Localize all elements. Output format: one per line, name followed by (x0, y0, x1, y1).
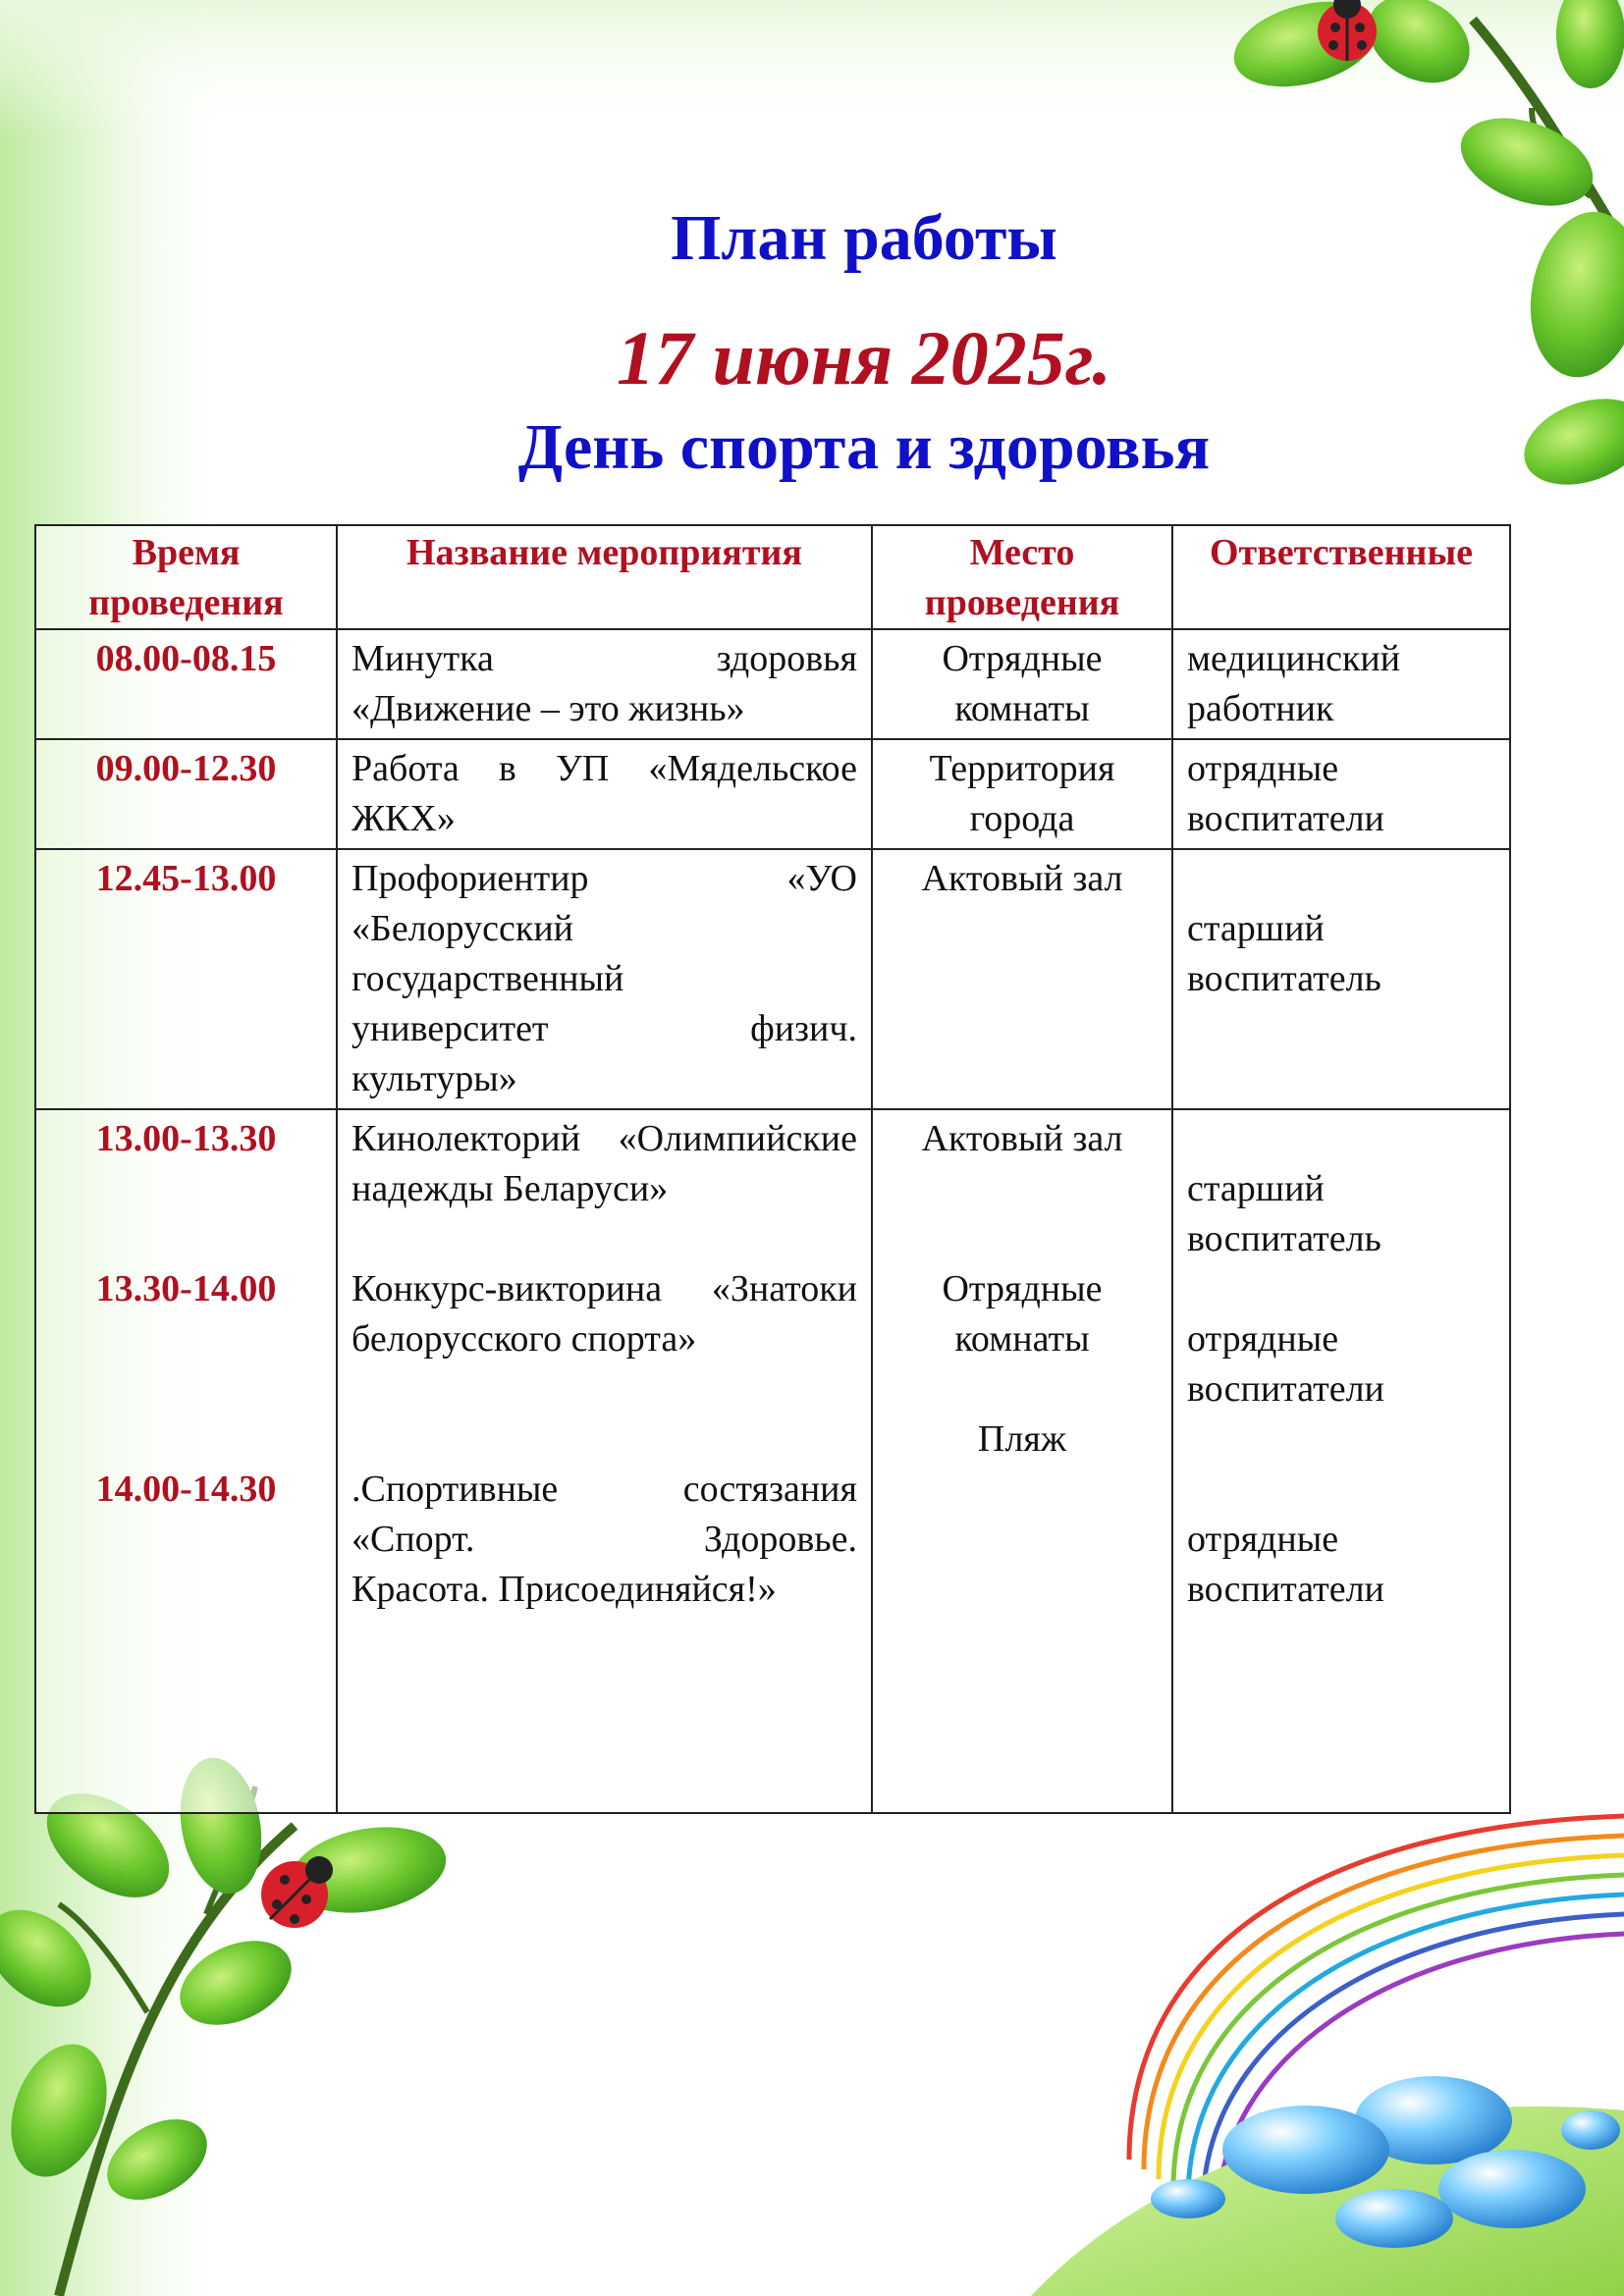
place-value: Актовый зал (921, 1118, 1123, 1159)
plan-date: 17 июня 2025г. (616, 315, 1112, 400)
plan-subtitle: День спорта и здоровья (517, 411, 1211, 483)
row-place: Территория города (872, 739, 1172, 849)
column-header-time: Время проведения (35, 525, 337, 629)
row-responsible (1172, 1109, 1510, 1813)
schedule-table (34, 524, 1511, 1814)
event-name-part: состязания (682, 1468, 857, 1510)
event-name-part: Конкурс-викторина «Знатоки белорусского спорта» (352, 1268, 857, 1360)
row-event-name (337, 849, 872, 1109)
row-place: Отрядные комнаты (872, 629, 1172, 739)
row-responsible (1172, 849, 1510, 1109)
row-responsible: медицинский работник (1172, 629, 1510, 739)
row-responsible: отрядные воспитатели (1172, 739, 1510, 849)
responsible-text: старший воспитатель (1187, 908, 1381, 999)
event-name-part: .Спортивные (352, 1468, 559, 1510)
responsible-text: отрядные воспитатели (1187, 1519, 1384, 1610)
row-time: 08.00-08.15 (35, 629, 337, 739)
event-name-part: «Белорусский (352, 908, 574, 949)
row-event-name: Работа в УП «Мядельское ЖКХ» (337, 739, 872, 849)
row-time (35, 1109, 337, 1813)
column-header-place: Место проведения (872, 525, 1172, 629)
event-name-part: культуры» (352, 1058, 517, 1099)
time-value: 13.00-13.30 (95, 1118, 277, 1159)
page-title: План работы (671, 202, 1057, 274)
event-name-part: физич. (750, 1008, 857, 1049)
row-event-name (337, 629, 872, 739)
place-value: Пляж (977, 1418, 1067, 1460)
row-event-name (337, 1109, 872, 1813)
event-name-part: «Спорт. (352, 1519, 475, 1560)
event-name-part: Здоровье. (703, 1519, 857, 1560)
table-row (35, 1109, 1510, 1813)
row-time: 09.00-12.30 (35, 739, 337, 849)
event-name-part: Минутка (352, 638, 494, 679)
event-name-part: здоровья (716, 638, 857, 679)
event-name-part: государственный (352, 958, 624, 999)
place-value: Отрядные комнаты (942, 1268, 1103, 1360)
time-value: 13.30-14.00 (95, 1268, 277, 1309)
row-place: Актовый зал (872, 849, 1172, 1109)
event-name-part: университет (352, 1008, 549, 1049)
responsible-text: отрядные воспитатели (1187, 1318, 1384, 1410)
event-name-part: Профориентир (352, 858, 589, 899)
table-row (35, 629, 1510, 739)
table-row (35, 849, 1510, 1109)
responsible-text: старший воспитатель (1187, 1168, 1381, 1259)
row-time: 12.45-13.00 (35, 849, 337, 1109)
event-name-part: Красота. Присоединяйся!» (352, 1569, 777, 1610)
event-name-part: «Движение – это жизнь» (352, 688, 745, 729)
column-header-name: Название мероприятия (337, 525, 872, 629)
ladybug-icon (261, 1856, 333, 1928)
event-name-part: Кинолекторий «Олимпийские надежды Беларуси» (352, 1118, 857, 1209)
row-place (872, 1109, 1172, 1813)
column-header-responsible: Ответственные (1172, 525, 1510, 629)
event-name-part: «УО (786, 858, 857, 899)
table-header-row (35, 525, 1510, 629)
table-row (35, 739, 1510, 849)
time-value: 14.00-14.30 (95, 1468, 277, 1510)
